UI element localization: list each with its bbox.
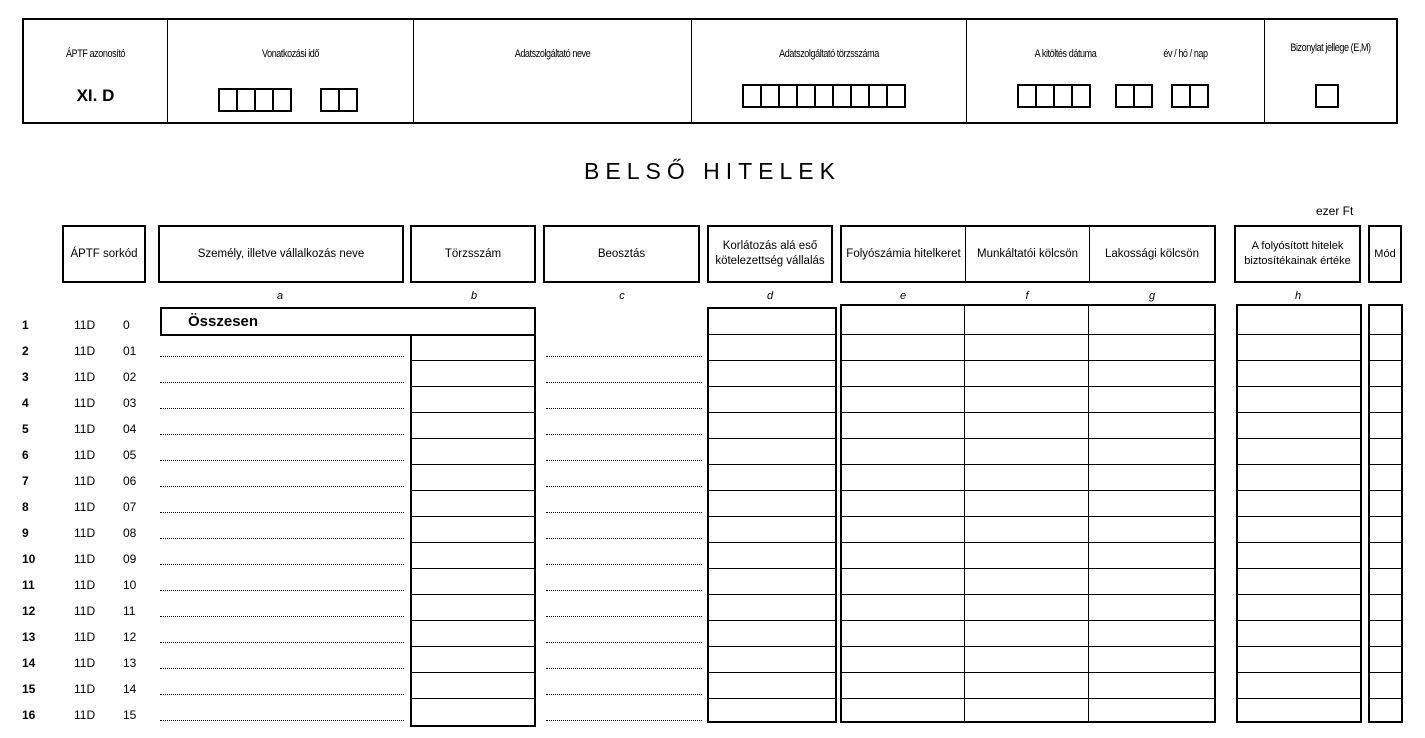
row-number: 2 (22, 344, 29, 358)
grid-line-efg (840, 620, 1216, 621)
grid-line-efg (840, 516, 1216, 517)
grid-line-h (1236, 594, 1362, 595)
grid-line-mod (1368, 490, 1403, 491)
grid-line-efg (840, 490, 1216, 491)
adatszolgaltato-neve-label: Adatszolgáltató neve (514, 48, 591, 60)
total-row-label: Összesen (160, 307, 536, 336)
grid-line-d (707, 490, 837, 491)
vonatkozasi-ido-cell (168, 20, 414, 122)
grid-line-efg (840, 542, 1216, 543)
aptf-azonosito-value: XI. D (76, 86, 115, 105)
row-code: 11D (74, 500, 96, 514)
name-field[interactable] (160, 720, 404, 721)
row-subcode: 02 (123, 370, 137, 384)
grid-line-d (707, 334, 837, 335)
grid-line-mod (1368, 360, 1403, 361)
row-code: 11D (74, 682, 96, 696)
beosztas-field[interactable] (546, 564, 702, 565)
grid-line-b (410, 516, 536, 517)
row-number: 4 (22, 396, 29, 410)
row-subcode: 06 (123, 474, 137, 488)
beosztas-field[interactable] (546, 408, 702, 409)
grid-line-b (410, 594, 536, 595)
col-header-d: Korlátozás alá eső kötelezettség vállalás (707, 225, 833, 283)
grid-line-h (1236, 620, 1362, 621)
grid-line-d (707, 568, 837, 569)
row-subcode: 0 (123, 318, 130, 332)
row-number: 15 (22, 682, 36, 696)
row-subcode: 13 (123, 656, 137, 670)
name-field[interactable] (160, 512, 404, 513)
row-code: 11D (74, 656, 96, 670)
row-code: 11D (74, 318, 96, 332)
name-field[interactable] (160, 564, 404, 565)
bizonylat-jellege-label: Bizonylat jellege (E,M) (1290, 42, 1371, 54)
beosztas-field[interactable] (546, 460, 702, 461)
row-subcode: 08 (123, 526, 137, 540)
beosztas-field[interactable] (546, 694, 702, 695)
grid-efg (840, 304, 1216, 723)
grid-line-mod (1368, 386, 1403, 387)
grid-line-d (707, 646, 837, 647)
grid-line-h (1236, 516, 1362, 517)
grid-line-mod (1368, 542, 1403, 543)
col-header-g: Lakossági kölcsön (1105, 247, 1199, 260)
grid-line-b (410, 646, 536, 647)
col-header-e: Folyószámia hitelkeret (842, 227, 966, 281)
grid-line-efg (840, 672, 1216, 673)
grid-line-mod (1368, 568, 1403, 569)
grid-line-b (410, 464, 536, 465)
page-title: BELSŐ HITELEK (584, 158, 841, 184)
grid-line-d (707, 464, 837, 465)
beosztas-field[interactable] (546, 382, 702, 383)
name-field[interactable] (160, 382, 404, 383)
grid-line-efg (840, 464, 1216, 465)
col-header-c: Beosztás (543, 225, 700, 283)
grid-line-b (410, 542, 536, 543)
row-subcode: 09 (123, 552, 137, 566)
name-field[interactable] (160, 356, 404, 357)
grid-line-h (1236, 334, 1362, 335)
letter-f: f (1025, 290, 1029, 302)
name-field[interactable] (160, 616, 404, 617)
grid-line-mod (1368, 464, 1403, 465)
grid-d (707, 307, 837, 723)
name-field[interactable] (160, 486, 404, 487)
row-code: 11D (74, 604, 96, 618)
beosztas-field[interactable] (546, 642, 702, 643)
aptf-azonosito-cell (24, 20, 168, 122)
grid-line-b (410, 438, 536, 439)
bizonylat-jellege-cell (1265, 20, 1396, 122)
row-subcode: 14 (123, 682, 137, 696)
grid-divider-ef (964, 304, 965, 723)
beosztas-field[interactable] (546, 616, 702, 617)
grid-line-efg (840, 334, 1216, 335)
grid-line-mod (1368, 672, 1403, 673)
row-subcode: 10 (123, 578, 137, 592)
name-field[interactable] (160, 408, 404, 409)
unit-label: ezer Ft (1316, 204, 1354, 218)
row-code: 11D (74, 578, 96, 592)
grid-line-b (410, 568, 536, 569)
header-band (22, 18, 1398, 124)
row-subcode: 07 (123, 500, 137, 514)
letter-d: d (766, 290, 774, 302)
grid-line-efg (840, 412, 1216, 413)
grid-line-mod (1368, 594, 1403, 595)
grid-line-efg (840, 360, 1216, 361)
vonatkozasi-ido-label: Vonatkozási idő (261, 48, 320, 60)
row-number: 6 (22, 448, 29, 462)
grid-divider-fg (1088, 304, 1089, 723)
grid-line-b (410, 412, 536, 413)
grid-line-mod (1368, 698, 1403, 699)
grid-line-b (410, 490, 536, 491)
letter-g: g (1148, 290, 1156, 302)
beosztas-field[interactable] (546, 486, 702, 487)
grid-line-h (1236, 542, 1362, 543)
name-field[interactable] (160, 590, 404, 591)
kitoltes-ev-boxes[interactable] (1019, 84, 1091, 108)
grid-line-mod (1368, 620, 1403, 621)
row-code: 11D (74, 344, 96, 358)
beosztas-field[interactable] (546, 512, 702, 513)
grid-line-efg (840, 568, 1216, 569)
grid-line-d (707, 594, 837, 595)
row-number: 7 (22, 474, 29, 488)
torzsszam-boxes[interactable] (744, 84, 906, 108)
row-code: 11D (74, 708, 96, 722)
row-number: 14 (22, 656, 36, 670)
row-code: 11D (74, 552, 96, 566)
name-field[interactable] (160, 434, 404, 435)
grid-line-efg (840, 698, 1216, 699)
row-number: 13 (22, 630, 36, 644)
row-code: 11D (74, 474, 96, 488)
vonatkozasi-ev-boxes[interactable] (220, 88, 292, 112)
row-number: 8 (22, 500, 29, 514)
grid-line-h (1236, 412, 1362, 413)
beosztas-field[interactable] (546, 590, 702, 591)
grid-line-d (707, 516, 837, 517)
grid-line-d (707, 412, 837, 413)
letter-b: b (470, 290, 478, 302)
grid-line-h (1236, 464, 1362, 465)
row-code: 11D (74, 396, 96, 410)
beosztas-field[interactable] (546, 538, 702, 539)
grid-line-h (1236, 438, 1362, 439)
row-number: 5 (22, 422, 29, 436)
col-header-f: Munkáltatói kölcsön (966, 227, 1090, 281)
grid-line-mod (1368, 412, 1403, 413)
col-header-mod: Mód (1368, 225, 1402, 283)
grid-mod (1368, 304, 1403, 723)
adatszolgaltato-torzsszama-cell (692, 20, 967, 122)
grid-line-d (707, 698, 837, 699)
name-field[interactable] (160, 460, 404, 461)
col-header-b: Törzsszám (410, 225, 536, 283)
col-header-sorkod: ÁPTF sorkód (62, 225, 146, 283)
col-header-h: A folyósított hitelek biztosítékainak értéke (1234, 225, 1361, 283)
grid-line-d (707, 438, 837, 439)
bizonylat-jellege-box[interactable] (1317, 84, 1339, 108)
letter-h: h (1294, 290, 1302, 302)
row-code: 11D (74, 370, 96, 384)
grid-line-b (410, 672, 536, 673)
row-subcode: 04 (123, 422, 137, 436)
row-code: 11D (74, 422, 96, 436)
row-code: 11D (74, 630, 96, 644)
adatszolgaltato-torzsszama-label: Adatszolgáltató törzsszáma (779, 48, 879, 60)
kitoltes-datuma-cell (967, 20, 1265, 122)
kitoltes-datuma-label: A kitöltés dátuma (1034, 48, 1097, 60)
grid-line-h (1236, 568, 1362, 569)
row-number: 11 (22, 578, 35, 592)
col-header-efg (840, 225, 1216, 283)
col-header-a: Személy, illetve vállalkozás neve (158, 225, 404, 283)
name-field[interactable] (160, 668, 404, 669)
row-subcode: 01 (123, 344, 137, 358)
row-number: 9 (22, 526, 29, 540)
grid-line-b (410, 360, 536, 361)
grid-line-efg (840, 594, 1216, 595)
grid-line-efg (840, 386, 1216, 387)
grid-line-b (410, 698, 536, 699)
grid-line-efg (840, 438, 1216, 439)
grid-line-h (1236, 698, 1362, 699)
grid-h (1236, 304, 1362, 723)
grid-line-h (1236, 672, 1362, 673)
grid-b (410, 334, 536, 727)
letter-a: a (276, 290, 284, 302)
beosztas-field[interactable] (546, 434, 702, 435)
grid-line-d (707, 620, 837, 621)
row-number: 1 (22, 318, 29, 332)
row-subcode: 15 (123, 708, 137, 722)
grid-line-h (1236, 386, 1362, 387)
name-field[interactable] (160, 642, 404, 643)
row-subcode: 03 (123, 396, 137, 410)
adatszolgaltato-neve-cell[interactable] (414, 20, 692, 122)
grid-line-d (707, 672, 837, 673)
row-number: 16 (22, 708, 36, 722)
name-field[interactable] (160, 538, 404, 539)
row-code: 11D (74, 526, 96, 540)
grid-line-b (410, 620, 536, 621)
name-field[interactable] (160, 694, 404, 695)
grid-line-d (707, 386, 837, 387)
grid-line-efg (840, 646, 1216, 647)
letter-c: c (619, 290, 625, 302)
beosztas-field[interactable] (546, 668, 702, 669)
grid-line-h (1236, 360, 1362, 361)
aptf-azonosito-label: ÁPTF azonosító (66, 48, 125, 60)
kitoltes-nap-boxes[interactable] (1173, 84, 1209, 108)
grid-line-d (707, 360, 837, 361)
grid-line-b (410, 386, 536, 387)
grid-line-mod (1368, 438, 1403, 439)
ev-ho-nap-label: év / hó / nap (1163, 48, 1208, 60)
row-number: 12 (22, 604, 36, 618)
grid-line-h (1236, 646, 1362, 647)
letter-e: e (899, 290, 907, 302)
beosztas-field[interactable] (546, 356, 702, 357)
row-subcode: 12 (123, 630, 137, 644)
grid-line-mod (1368, 334, 1403, 335)
kitoltes-ho-boxes[interactable] (1117, 84, 1153, 108)
grid-line-d (707, 542, 837, 543)
row-subcode: 05 (123, 448, 137, 462)
row-number: 10 (22, 552, 36, 566)
row-code: 11D (74, 448, 96, 462)
grid-line-mod (1368, 646, 1403, 647)
grid-line-h (1236, 490, 1362, 491)
vonatkozasi-ho-boxes[interactable] (322, 88, 358, 112)
row-number: 3 (22, 370, 29, 384)
beosztas-field[interactable] (546, 720, 702, 721)
row-subcode: 11 (123, 604, 136, 618)
grid-line-mod (1368, 516, 1403, 517)
